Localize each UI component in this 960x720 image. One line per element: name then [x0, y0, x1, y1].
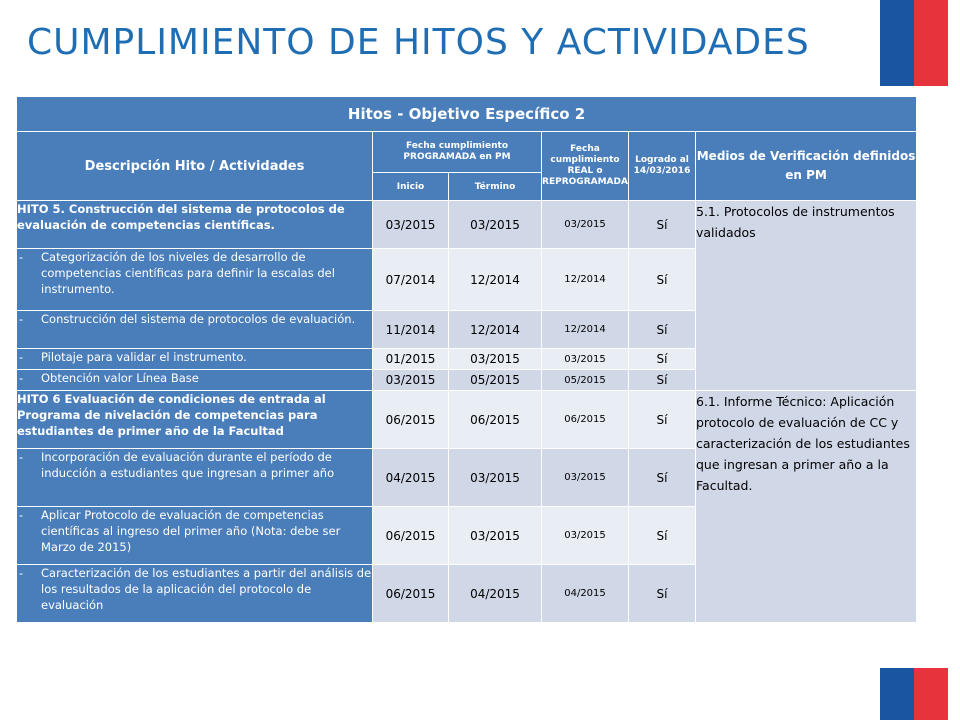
header-logrado: Logrado al 14/03/2016 — [629, 132, 696, 201]
real-cell: 12/2014 — [542, 249, 629, 311]
inicio-cell: 03/2015 — [373, 370, 449, 391]
logrado-cell: Sí — [629, 391, 696, 449]
table-row — [17, 391, 917, 449]
termino-cell: 12/2014 — [449, 249, 542, 311]
header-medios: Medios de Verificación definidos en PM — [696, 132, 917, 201]
activity-text: Pilotaje para validar el instrumento. — [41, 350, 247, 364]
hito-label: HITO 5. Construcción del sistema de protocolos de evaluación de competencias científicas. — [17, 201, 373, 249]
activity-label: - Incorporación de evaluación durante el período de inducción a estudiantes que ingresan a primer año — [17, 449, 373, 507]
inicio-cell: 01/2015 — [373, 349, 449, 370]
inicio-cell: 06/2015 — [373, 507, 449, 565]
inicio-cell: 07/2014 — [373, 249, 449, 311]
activity-text: Construcción del sistema de protocolos de evaluación. — [41, 312, 356, 326]
termino-cell: 12/2014 — [449, 311, 542, 349]
logrado-cell: Sí — [629, 311, 696, 349]
medio-verificacion: 6.1. Informe Técnico: Aplicación protocolo de evaluación de CC y caracterización de los estudiantes que ingresan a primer año a la Facultad. — [696, 391, 917, 623]
logrado-cell: Sí — [629, 449, 696, 507]
real-cell: 04/2015 — [542, 565, 629, 623]
flag-red-band — [914, 668, 948, 720]
termino-cell: 04/2015 — [449, 565, 542, 623]
termino-cell: 03/2015 — [449, 449, 542, 507]
real-cell: 05/2015 — [542, 370, 629, 391]
activity-label: - Obtención valor Línea Base — [17, 370, 373, 391]
header-termino: Término — [449, 173, 542, 201]
flag-blue-band — [880, 0, 914, 86]
real-cell: 03/2015 — [542, 349, 629, 370]
real-cell: 12/2014 — [542, 311, 629, 349]
real-cell: 03/2015 — [542, 507, 629, 565]
header-descripcion: Descripción Hito / Actividades — [17, 132, 373, 201]
inicio-cell: 11/2014 — [373, 311, 449, 349]
medio-verificacion: 5.1. Protocolos de instrumentos validados — [696, 201, 917, 391]
flag-decoration-bottom — [880, 668, 948, 720]
termino-cell: 06/2015 — [449, 391, 542, 449]
logrado-cell: Sí — [629, 249, 696, 311]
real-cell: 06/2015 — [542, 391, 629, 449]
logrado-cell: Sí — [629, 201, 696, 249]
hito-label: HITO 6 Evaluación de condiciones de entrada al Programa de nivelación de competencias para estudiantes de primer año de la Facultad — [17, 391, 373, 449]
header-inicio: Inicio — [373, 173, 449, 201]
inicio-cell: 04/2015 — [373, 449, 449, 507]
activity-label: - Aplicar Protocolo de evaluación de competencias científicas al ingreso del primer año (Nota: debe ser Marzo de 2015) — [17, 507, 373, 565]
inicio-cell: 03/2015 — [373, 201, 449, 249]
activity-text: Obtención valor Línea Base — [41, 371, 199, 385]
activity-text: Incorporación de evaluación durante el período de inducción a estudiantes que ingresan a primer año — [41, 450, 335, 480]
termino-cell: 05/2015 — [449, 370, 542, 391]
activity-label: - Pilotaje para validar el instrumento. — [17, 349, 373, 370]
flag-blue-band — [880, 668, 914, 720]
logrado-cell: Sí — [629, 370, 696, 391]
table-row — [17, 201, 917, 249]
termino-cell: 03/2015 — [449, 349, 542, 370]
activity-label: - Categorización de los niveles de desarrollo de competencias científicas para definir la escalas del instrumento. — [17, 249, 373, 311]
flag-decoration-top — [880, 0, 948, 86]
activity-text: Categorización de los niveles de desarrollo de competencias científicas para definir la escalas del instrumento. — [41, 250, 335, 296]
activity-label: - Construcción del sistema de protocolos de evaluación. — [17, 311, 373, 349]
termino-cell: 03/2015 — [449, 201, 542, 249]
page-title: CUMPLIMIENTO DE HITOS Y ACTIVIDADES — [27, 22, 810, 63]
activity-text: Caracterización de los estudiantes a partir del análisis de los resultados de la aplicación del protocolo de evaluación — [41, 566, 372, 612]
hitos-table — [16, 96, 917, 623]
real-cell: 03/2015 — [542, 449, 629, 507]
termino-cell: 03/2015 — [449, 507, 542, 565]
flag-red-band — [914, 0, 948, 86]
inicio-cell: 06/2015 — [373, 391, 449, 449]
real-cell: 03/2015 — [542, 201, 629, 249]
activity-label: - Caracterización de los estudiantes a partir del análisis de los resultados de la aplicación del protocolo de evaluación — [17, 565, 373, 623]
activity-text: Aplicar Protocolo de evaluación de competencias científicas al ingreso del primer año (Nota: debe ser Marzo de 2015) — [41, 508, 341, 554]
table-title: Hitos - Objetivo Específico 2 — [17, 97, 917, 132]
logrado-cell: Sí — [629, 507, 696, 565]
inicio-cell: 06/2015 — [373, 565, 449, 623]
header-fecha-real: Fecha cumplimiento REAL o REPROGRAMADA — [542, 132, 629, 201]
logrado-cell: Sí — [629, 349, 696, 370]
logrado-cell: Sí — [629, 565, 696, 623]
header-fecha-programada: Fecha cumplimiento PROGRAMADA en PM — [373, 132, 542, 173]
